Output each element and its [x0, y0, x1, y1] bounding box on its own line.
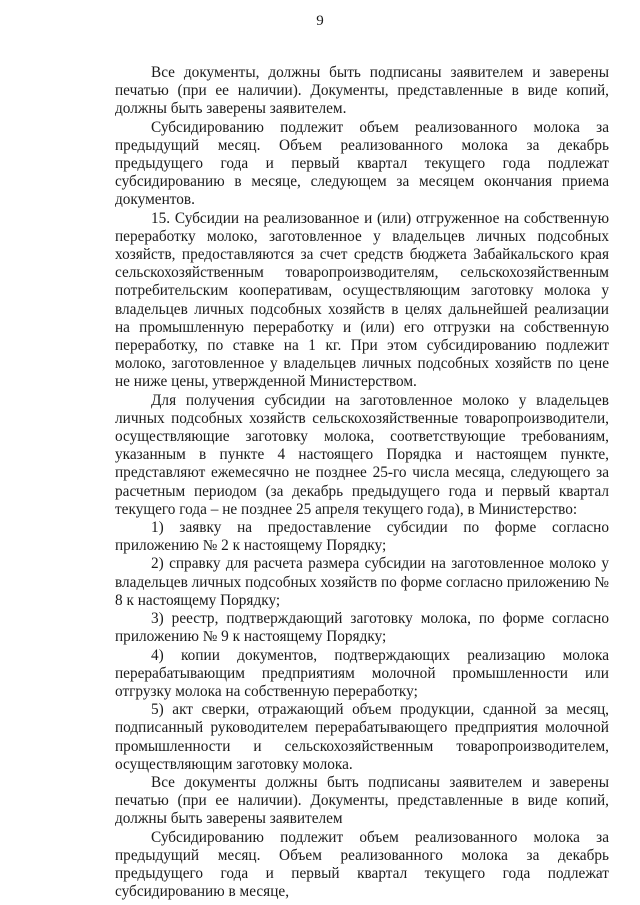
paragraph-documents-signed-2: Все документы должны быть подписаны заявителем и заверены печатью (при ее наличии). Документы, представленные в виде копий, должны быть заверены заявителем [115, 773, 609, 828]
list-item-3: 3) реестр, подтверждающий заготовку молока, по форме согласно приложению № 9 к настоящему Порядку; [115, 610, 609, 646]
paragraph-subsidy-volume-2: Субсидированию подлежит объем реализованного молока за предыдущий месяц. Объем реализованного молока за декабрь предыдущего года и первый квартал текущего года подлежат субсидированию в месяце, [115, 828, 609, 901]
paragraph-subsidy-volume: Субсидированию подлежит объем реализованного молока за предыдущий месяц. Объем реализованного молока за декабрь предыдущего года и первый квартал текущего года подлежат субсидированию в месяце, следующем за месяцем окончания приема документов. [115, 118, 609, 209]
paragraph-clause-15: 15. Субсидии на реализованное и (или) отгруженное на собственную переработку молоко, заготовленное у владельцев личных подсобных хозяйств, предоставляются за счет средств бюджета Забайкальского края сельскохозяйственным товаропроизводителям, сельскохозяйственным потребительским кооперативам, осуществляющим заготовку молока у владельцев личных подсобных хозяйств в целях дальнейшей реализации на промышленную переработку и (или) его отгрузки на собственную переработку, по ставке на 1 кг. При этом субсидированию подлежит молоко, заготовленное у владельцев личных подсобных хозяйств по цене не ниже цены, утвержденной Министерством. [115, 209, 609, 391]
document-body [115, 64, 609, 901]
list-item-4: 4) копии документов, подтверждающих реализацию молока перерабатывающим предприятиям молочной промышленности или отгрузку молока на собственную переработку; [115, 646, 609, 700]
list-item-1: 1) заявку на предоставление субсидии по форме согласно приложению № 2 к настоящему Порядку; [115, 519, 609, 555]
paragraph-documents-signed: Все документы, должны быть подписаны заявителем и заверены печатью (при ее наличии). Документы, представленные в виде копий, должны быть заверены заявителем. [115, 64, 609, 118]
paragraph-application-requirements: Для получения субсидии на заготовленное молоко у владельцев личных подсобных хозяйств сельскохозяйственные товаропроизводители, осуществляющие заготовку молока, соответствующие требованиям, указанным в пункте 4 настоящего Порядка и настоящем пункте, представляют ежемесячно не позднее 25-го числа месяца, следующего за расчетным периодом (за декабрь предыдущего года и первый квартал текущего года – не позднее 25 апреля текущего года), в Министерство: [115, 391, 609, 518]
list-item-5: 5) акт сверки, отражающий объем продукции, сданной за месяц, подписанный руководителем перерабатывающего предприятия молочной промышленности и сельскохозяйственным товаропроизводителем, осуществляющим заготовку молока. [115, 701, 609, 773]
list-item-2: 2) справку для расчета размера субсидии на заготовленное молоко у владельцев личных подсобных хозяйств по форме согласно приложению № 8 к настоящему Порядку; [115, 555, 609, 609]
page-number: 9 [316, 13, 324, 29]
